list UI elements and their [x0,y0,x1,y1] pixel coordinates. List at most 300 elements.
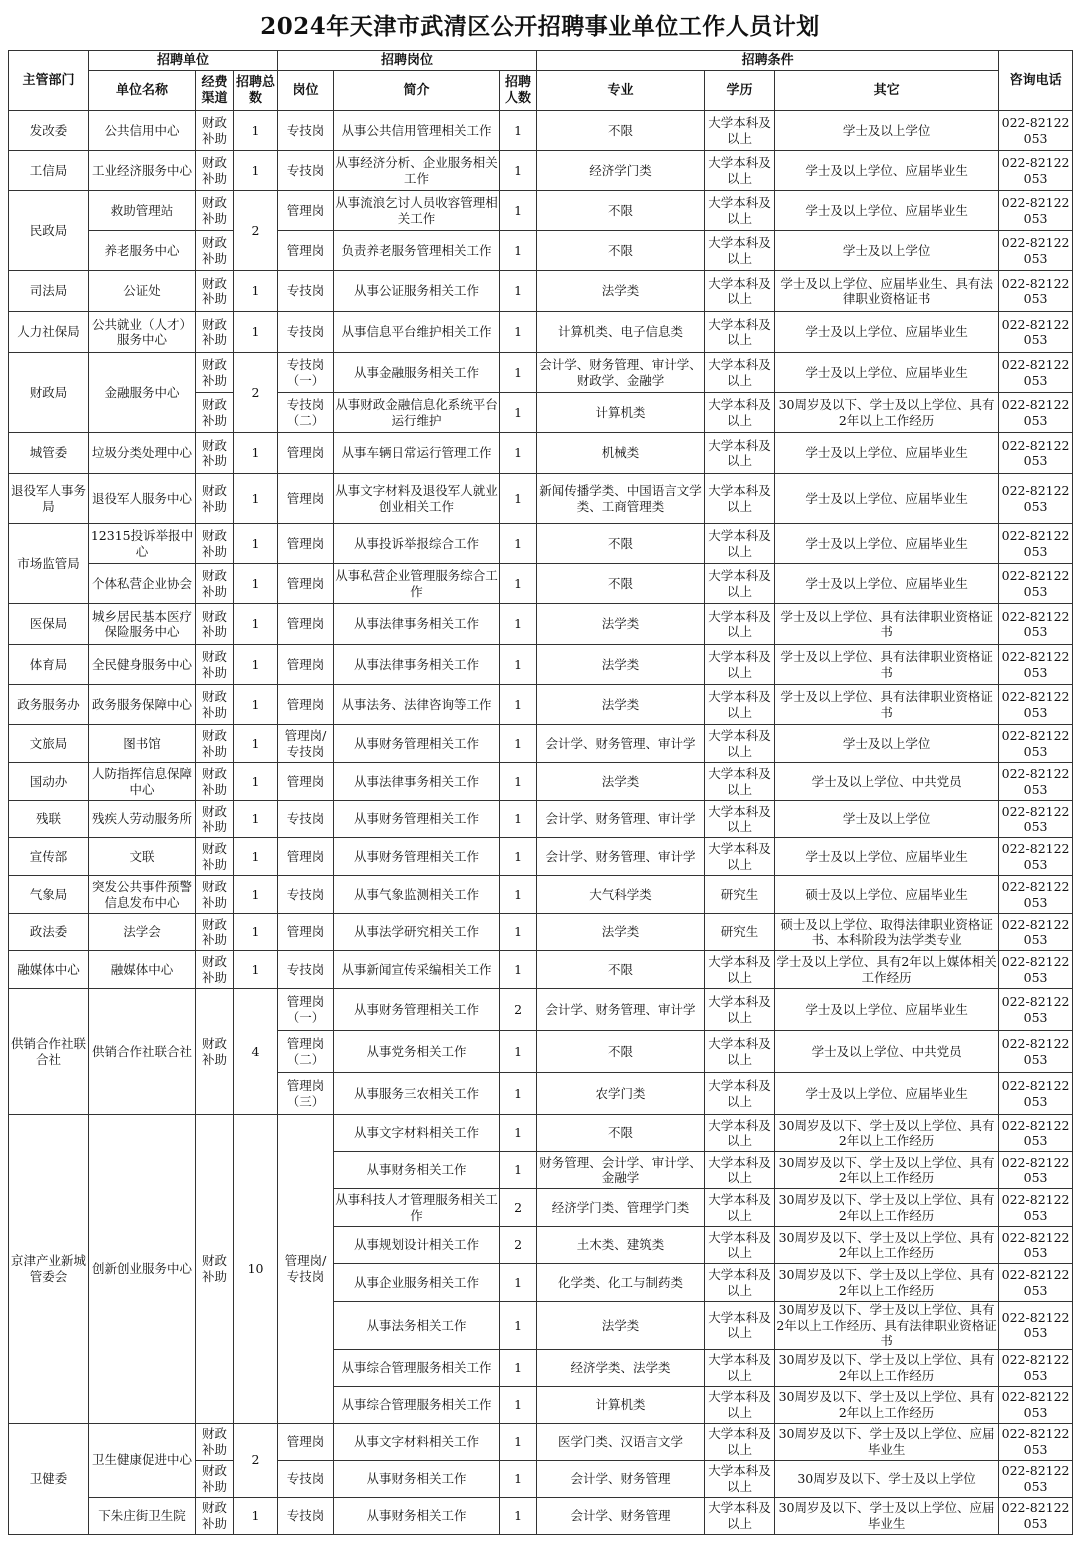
header-row-1 [9,51,1073,71]
cell-other: 30周岁及以下、学士及以上学位、具有2年以上工作经历 [775,1349,999,1386]
cell-total: 1 [234,914,278,951]
cell-other: 硕士及以上学位、应届毕业生 [775,876,999,914]
cell-phone: 022-82122053 [999,151,1073,191]
table-row [9,524,1073,564]
header-funding: 经费渠道 [196,71,234,111]
cell-intro: 从事公共信用管理相关工作 [334,111,500,151]
cell-count: 1 [500,231,537,271]
cell-other: 30周岁及以下、学士及以上学位、具有2年以上工作经历 [775,1264,999,1302]
cell-count: 1 [500,645,537,685]
cell-edu: 大学本科及以上 [705,685,775,725]
cell-major: 会计学、财务管理、审计学 [537,725,705,763]
cell-edu: 大学本科及以上 [705,763,775,801]
cell-count: 1 [500,1302,537,1350]
cell-unit-name: 垃圾分类处理中心 [89,433,196,474]
header-major: 专业 [537,71,705,111]
cell-unit-name: 创新创业服务中心 [89,1115,196,1424]
table-row [9,191,1073,231]
cell-edu: 大学本科及以上 [705,151,775,191]
header-other: 其它 [775,71,999,111]
cell-funding: 财政补助 [196,801,234,838]
cell-phone: 022-82122053 [999,604,1073,645]
header-row-2 [9,71,1073,111]
cell-intro: 从事财务相关工作 [334,1460,500,1497]
cell-unit-name: 下朱庄街卫生院 [89,1497,196,1534]
table-row [9,271,1073,312]
cell-other: 学士及以上学位、应届毕业生 [775,312,999,353]
cell-phone: 022-82122053 [999,271,1073,312]
cell-edu: 大学本科及以上 [705,111,775,151]
cell-intro: 从事法律事务相关工作 [334,763,500,801]
table-row [9,1497,1073,1534]
cell-count: 1 [500,763,537,801]
cell-funding: 财政补助 [196,685,234,725]
cell-funding: 财政补助 [196,604,234,645]
cell-phone: 022-82122053 [999,1189,1073,1227]
cell-unit-name: 工业经济服务中心 [89,151,196,191]
header-post: 岗位 [278,71,334,111]
cell-funding: 财政补助 [196,989,234,1115]
cell-phone: 022-82122053 [999,231,1073,271]
cell-post: 管理岗/专技岗 [278,1115,334,1424]
cell-count: 1 [500,474,537,524]
cell-post: 管理岗（三） [278,1073,334,1115]
cell-funding: 财政补助 [196,645,234,685]
cell-unit-name: 城乡居民基本医疗保险服务中心 [89,604,196,645]
cell-unit-name: 养老服务中心 [89,231,196,271]
cell-other: 30周岁及以下、学士及以上学位、具有2年以上工作经历、具有法律职业资格证书 [776,1302,997,1348]
cell-dept: 宣传部 [9,838,89,876]
cell-post: 专技岗 [278,876,334,914]
cell-other: 30周岁及以下、学士及以上学位、应届毕业生 [775,1497,999,1534]
cell-intro: 从事服务三农相关工作 [334,1073,500,1115]
cell-edu: 大学本科及以上 [705,838,775,876]
cell-edu: 大学本科及以上 [705,645,775,685]
cell-count: 2 [500,1227,537,1264]
cell-phone: 022-82122053 [999,564,1073,604]
cell-other: 学士及以上学位、应届毕业生 [775,838,999,876]
cell-unit-name: 突发公共事件预警信息发布中心 [89,876,196,914]
cell-funding: 财政补助 [196,353,234,393]
cell-count: 1 [500,1460,537,1497]
cell-count: 1 [500,1497,537,1534]
cell-intro: 从事财务管理相关工作 [334,801,500,838]
cell-edu: 大学本科及以上 [705,801,775,838]
cell-intro: 从事新闻宣传采编相关工作 [334,951,500,989]
cell-edu: 大学本科及以上 [705,1152,775,1189]
cell-dept: 人力社保局 [9,312,89,353]
cell-phone: 022-82122053 [999,1349,1073,1386]
cell-dept: 卫健委 [9,1423,89,1534]
cell-count: 1 [500,951,537,989]
cell-major: 不限 [537,1115,705,1152]
cell-funding: 财政补助 [196,1460,234,1497]
cell-unit-name: 个体私营企业协会 [89,564,196,604]
cell-funding: 财政补助 [196,564,234,604]
cell-major: 化学类、化工与制药类 [537,1264,705,1302]
cell-dept: 残联 [9,801,89,838]
cell-funding: 财政补助 [196,393,234,433]
cell-intro: 从事气象监测相关工作 [334,876,500,914]
cell-post: 管理岗 [278,231,334,271]
cell-count: 1 [500,604,537,645]
cell-count: 1 [500,1386,537,1423]
cell-phone: 022-82122053 [999,801,1073,838]
cell-count: 1 [500,312,537,353]
cell-major: 不限 [537,191,705,231]
cell-edu: 大学本科及以上 [705,1031,775,1073]
cell-dept: 发改委 [9,111,89,151]
cell-phone: 022-82122053 [999,725,1073,763]
cell-count: 1 [500,685,537,725]
cell-edu: 大学本科及以上 [705,312,775,353]
table-row [9,312,1073,353]
cell-intro: 从事文字材料及退役军人就业创业相关工作 [334,474,500,524]
cell-phone: 022-82122053 [999,191,1073,231]
cell-unit-name: 全民健身服务中心 [89,645,196,685]
cell-post: 专技岗 [278,951,334,989]
cell-intro: 从事法律事务相关工作 [334,604,500,645]
cell-other: 30周岁及以下、学士及以上学位、应届毕业生 [775,1423,999,1460]
cell-unit-name: 公共信用中心 [89,111,196,151]
cell-total: 1 [234,151,278,191]
page-title: 2024年天津市武清区公开招聘事业单位工作人员计划 [260,13,820,40]
cell-edu: 大学本科及以上 [705,1423,775,1460]
cell-total: 4 [234,989,278,1115]
table-row [9,951,1073,989]
cell-other: 学士及以上学位、中共党员 [775,1031,999,1073]
cell-post: 专技岗（一） [278,353,334,393]
header-edu: 学历 [705,71,775,111]
cell-count: 1 [500,725,537,763]
cell-edu: 大学本科及以上 [705,271,775,312]
cell-other: 30周岁及以下、学士及以上学位 [775,1460,999,1497]
cell-major: 医学门类、汉语言文学 [537,1423,705,1460]
cell-edu: 大学本科及以上 [705,1227,775,1264]
cell-count: 1 [500,1115,537,1152]
cell-other: 学士及以上学位、具有法律职业资格证书 [775,645,999,685]
cell-post: 管理岗（一） [278,989,334,1031]
cell-funding: 财政补助 [196,763,234,801]
cell-intro: 从事车辆日常运行管理工作 [334,433,500,474]
cell-dept: 体育局 [9,645,89,685]
cell-major: 会计学、财务管理、审计学 [537,838,705,876]
cell-total: 1 [234,604,278,645]
cell-funding: 财政补助 [196,838,234,876]
cell-dept: 市场监管局 [9,524,89,604]
cell-unit-name: 供销合作社联合社 [89,989,196,1115]
cell-intro: 从事财政金融信息化系统平台运行维护 [334,393,500,433]
cell-intro: 从事私营企业管理服务综合工作 [334,564,500,604]
cell-edu: 大学本科及以上 [705,1302,775,1350]
cell-total: 2 [234,191,278,271]
cell-intro: 从事科技人才管理服务相关工作 [334,1189,500,1227]
cell-phone: 022-82122053 [999,876,1073,914]
cell-phone: 022-82122053 [999,1031,1073,1073]
cell-edu: 研究生 [705,876,775,914]
cell-dept: 民政局 [9,191,89,271]
cell-funding: 财政补助 [196,876,234,914]
table-row [9,433,1073,474]
cell-dept: 政务服务办 [9,685,89,725]
header-post-group: 招聘岗位 [278,51,537,71]
table-row [9,353,1073,393]
cell-edu: 大学本科及以上 [705,564,775,604]
cell-intro: 从事财务管理相关工作 [334,838,500,876]
cell-total: 1 [234,474,278,524]
cell-major: 会计学、财务管理 [537,1460,705,1497]
cell-count: 1 [500,1423,537,1460]
cell-post: 专技岗 [278,312,334,353]
cell-post: 管理岗 [278,1423,334,1460]
cell-edu: 大学本科及以上 [705,524,775,564]
cell-major: 计算机类 [537,393,705,433]
cell-phone: 022-82122053 [999,951,1073,989]
cell-edu: 研究生 [705,914,775,951]
cell-post: 专技岗（二） [278,393,334,433]
cell-count: 1 [500,433,537,474]
table-row [9,685,1073,725]
cell-other: 30周岁及以下、学士及以上学位、具有2年以上工作经历 [775,1152,999,1189]
cell-count: 1 [500,1264,537,1302]
header-phone: 咨询电话 [999,51,1073,111]
cell-funding: 财政补助 [196,312,234,353]
cell-intro: 从事财务管理相关工作 [334,989,500,1031]
cell-funding: 财政补助 [196,111,234,151]
cell-total: 2 [234,353,278,433]
cell-other: 30周岁及以下、学士及以上学位、具有2年以上工作经历 [775,1115,999,1152]
cell-phone: 022-82122053 [999,1423,1073,1460]
cell-funding: 财政补助 [196,725,234,763]
cell-phone: 022-82122053 [999,433,1073,474]
cell-dept: 供销合作社联合社 [9,989,89,1115]
cell-edu: 大学本科及以上 [705,1264,775,1302]
cell-intro: 从事党务相关工作 [334,1031,500,1073]
cell-intro: 从事企业服务相关工作 [334,1264,500,1302]
header-intro: 简介 [334,71,500,111]
cell-post: 管理岗 [278,838,334,876]
cell-count: 1 [500,1031,537,1073]
cell-other: 学士及以上学位、应届毕业生 [775,564,999,604]
cell-major: 计算机类、电子信息类 [537,312,705,353]
cell-major: 法学类 [537,604,705,645]
cell-dept: 工信局 [9,151,89,191]
cell-count: 1 [500,838,537,876]
cell-count: 1 [500,271,537,312]
cell-phone: 022-82122053 [999,1152,1073,1189]
cell-major: 法学类 [537,645,705,685]
cell-phone: 022-82122053 [999,1386,1073,1423]
cell-total: 1 [234,524,278,564]
cell-count: 1 [500,353,537,393]
cell-post: 专技岗 [278,801,334,838]
cell-count: 1 [500,524,537,564]
cell-total: 1 [234,271,278,312]
cell-major: 不限 [537,524,705,564]
header-unit-name: 单位名称 [89,71,196,111]
cell-dept: 退役军人事务局 [9,474,89,524]
cell-phone: 022-82122053 [999,914,1073,951]
cell-phone: 022-82122053 [999,1497,1073,1534]
cell-major: 不限 [537,564,705,604]
table-row [9,876,1073,914]
cell-intro: 从事规划设计相关工作 [334,1227,500,1264]
cell-funding: 财政补助 [196,524,234,564]
cell-funding: 财政补助 [196,433,234,474]
cell-unit-name: 文联 [89,838,196,876]
header-dept: 主管部门 [9,51,89,111]
cell-major: 会计学、财务管理 [537,1497,705,1534]
cell-total: 1 [234,801,278,838]
cell-phone: 022-82122053 [999,353,1073,393]
cell-post: 专技岗 [278,271,334,312]
cell-other: 学士及以上学位、具有法律职业资格证书 [775,604,999,645]
cell-edu: 大学本科及以上 [705,1386,775,1423]
cell-unit-name: 法学会 [89,914,196,951]
header-unit-group: 招聘单位 [89,51,278,71]
cell-other: 学士及以上学位、具有法律职业资格证书 [775,685,999,725]
cell-phone: 022-82122053 [999,1227,1073,1264]
cell-other: 学士及以上学位、应届毕业生 [775,1073,999,1115]
cell-intro: 从事财务管理相关工作 [334,725,500,763]
cell-unit-name: 金融服务中心 [89,353,196,433]
cell-intro: 从事综合管理服务相关工作 [334,1386,500,1423]
table-row [9,1115,1073,1152]
cell-unit-name: 退役军人服务中心 [89,474,196,524]
cell-major: 财务管理、会计学、审计学、金融学 [537,1152,705,1189]
cell-major: 会计学、财务管理、审计学 [537,801,705,838]
cell-intro: 从事财务相关工作 [334,1497,500,1534]
cell-funding: 财政补助 [196,1423,234,1460]
cell-other: 学士及以上学位、应届毕业生 [775,191,999,231]
cell-phone: 022-82122053 [999,838,1073,876]
cell-intro: 从事投诉举报综合工作 [334,524,500,564]
cell-phone: 022-82122053 [999,312,1073,353]
cell-phone: 022-82122053 [999,685,1073,725]
cell-funding: 财政补助 [196,271,234,312]
cell-total: 1 [234,1497,278,1534]
cell-post: 管理岗/专技岗 [278,725,334,763]
cell-dept: 司法局 [9,271,89,312]
cell-edu: 大学本科及以上 [705,1460,775,1497]
cell-major: 经济学门类 [537,151,705,191]
cell-major: 法学类 [537,685,705,725]
cell-funding: 财政补助 [196,1497,234,1534]
cell-other: 30周岁及以下、学士及以上学位、具有2年以上工作经历 [775,393,999,433]
cell-funding: 财政补助 [196,1115,234,1424]
cell-phone: 022-82122053 [999,111,1073,151]
cell-total: 1 [234,564,278,604]
cell-major: 不限 [537,231,705,271]
cell-post: 管理岗 [278,191,334,231]
cell-phone: 022-82122053 [999,763,1073,801]
cell-edu: 大学本科及以上 [705,474,775,524]
cell-total: 1 [234,685,278,725]
header-total: 招聘总数 [234,71,278,111]
cell-count: 2 [500,989,537,1031]
cell-other: 学士及以上学位、应届毕业生 [775,474,999,524]
cell-count: 1 [500,1349,537,1386]
cell-major: 经济学门类、管理学门类 [537,1189,705,1227]
cell-dept: 文旅局 [9,725,89,763]
cell-unit-name: 残疾人劳动服务所 [89,801,196,838]
cell-major: 经济学类、法学类 [537,1349,705,1386]
cell-edu: 大学本科及以上 [705,1189,775,1227]
cell-total: 1 [234,876,278,914]
cell-dept: 京津产业新城管委会 [9,1115,89,1424]
table-row [9,838,1073,876]
cell-intro: 从事财务相关工作 [334,1152,500,1189]
cell-total: 10 [234,1115,278,1424]
cell-post: 管理岗 [278,685,334,725]
cell-post: 专技岗 [278,1460,334,1497]
cell-other: 学士及以上学位 [775,725,999,763]
cell-major: 机械类 [537,433,705,474]
cell-major: 大气科学类 [537,876,705,914]
cell-edu: 大学本科及以上 [705,393,775,433]
header-count: 招聘人数 [500,71,537,111]
cell-edu: 大学本科及以上 [705,1073,775,1115]
cell-funding: 财政补助 [196,474,234,524]
cell-unit-name: 卫生健康促进中心 [89,1423,196,1497]
cell-intro: 负责养老服务管理相关工作 [334,231,500,271]
cell-intro: 从事法学研究相关工作 [334,914,500,951]
cell-count: 1 [500,564,537,604]
cell-phone: 022-82122053 [999,1302,1073,1350]
cell-count: 1 [500,876,537,914]
cell-funding: 财政补助 [196,914,234,951]
cell-post: 管理岗 [278,433,334,474]
table-row [9,604,1073,645]
cell-other: 学士及以上学位、具有2年以上媒体相关工作经历 [775,951,999,989]
cell-major: 会计学、财务管理、审计学 [537,989,705,1031]
cell-total: 1 [234,433,278,474]
cell-intro: 从事法律事务相关工作 [334,645,500,685]
cell-unit-name: 图书馆 [89,725,196,763]
cell-other: 学士及以上学位、应届毕业生 [775,353,999,393]
cell-major: 不限 [537,111,705,151]
cell-intro: 从事法务、法律咨询等工作 [334,685,500,725]
table-row [9,645,1073,685]
cell-count: 2 [500,1189,537,1227]
cell-post: 专技岗 [278,1497,334,1534]
cell-other: 学士及以上学位 [775,801,999,838]
cell-dept: 医保局 [9,604,89,645]
table-row [9,763,1073,801]
cell-dept: 国动办 [9,763,89,801]
cell-intro: 从事公证服务相关工作 [334,271,500,312]
cell-other: 学士及以上学位、中共党员 [775,763,999,801]
cell-post: 管理岗 [278,474,334,524]
cell-dept: 城管委 [9,433,89,474]
cell-count: 1 [500,393,537,433]
cell-intro: 从事文字材料相关工作 [334,1423,500,1460]
table-row [9,111,1073,151]
cell-edu: 大学本科及以上 [705,1497,775,1534]
table-row [9,801,1073,838]
cell-major: 会计学、财务管理、审计学、财政学、金融学 [537,353,705,393]
cell-phone: 022-82122053 [999,645,1073,685]
table-row [9,474,1073,524]
cell-major: 不限 [537,1031,705,1073]
cell-total: 2 [234,1423,278,1497]
cell-major: 土木类、建筑类 [537,1227,705,1264]
cell-post: 管理岗（二） [278,1031,334,1073]
cell-other: 学士及以上学位、应届毕业生 [775,524,999,564]
cell-edu: 大学本科及以上 [705,725,775,763]
cell-count: 1 [500,111,537,151]
cell-funding: 财政补助 [196,191,234,231]
